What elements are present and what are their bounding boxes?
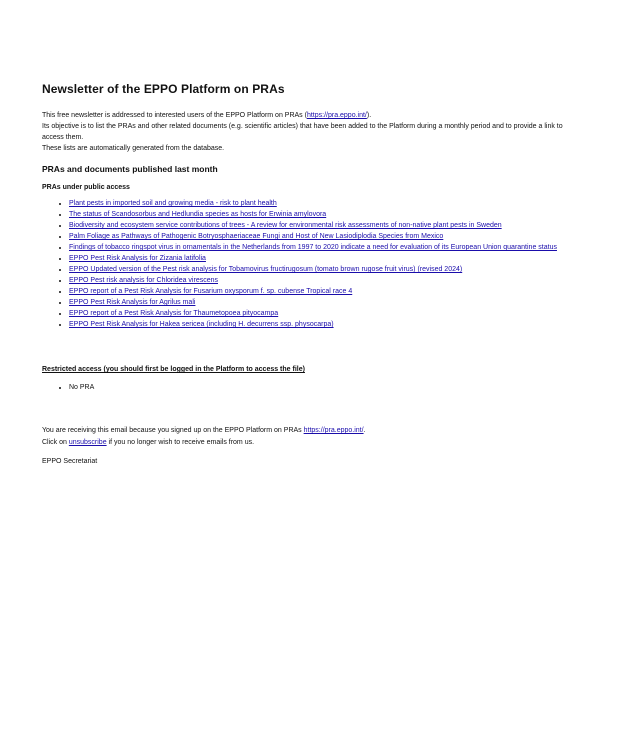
list-item (69, 242, 596, 253)
footer-line-1 (42, 425, 596, 437)
pra-link[interactable]: Palm Foliage as Pathways of Pathogenic Botryosphaeriaceae Fungi and Host of New Lasiodiplodia Species from Mexico (69, 233, 444, 240)
platform-link[interactable]: https://pra.eppo.int/ (306, 112, 367, 119)
footer-line-2-prefix: Click on (42, 439, 69, 446)
list-item (69, 209, 596, 220)
unsubscribe-link[interactable]: unsubscribe (68, 439, 107, 446)
list-item (69, 198, 596, 209)
footer-line-2 (42, 437, 596, 449)
footer (42, 425, 596, 468)
list-item (69, 319, 596, 330)
list-item: • No PRA (69, 382, 596, 393)
pra-link[interactable]: Findings of tobacco ringspot virus in ornamentals in the Netherlands from 1997 to 2020 indicate a need for evaluation of its European Union quarantine status (69, 244, 557, 251)
list-item (69, 264, 596, 275)
pra-link[interactable]: The status of Scandosorbus and Hedlundia species as hosts for Erwinia amylovora (69, 211, 327, 218)
intro-line-1-suffix: ). (366, 112, 372, 119)
list-item (69, 220, 596, 231)
pra-link[interactable]: Biodiversity and ecosystem service contributions of trees - A review for environmental risk assessments of non-native plant pests in Sweden (69, 222, 502, 229)
list-item (69, 286, 596, 297)
restricted-pra-list (42, 382, 596, 393)
list-item (69, 275, 596, 286)
footer-line-1-suffix: . (363, 427, 366, 434)
public-pra-list (42, 198, 596, 330)
public-access-heading: PRAs under public access (42, 184, 130, 191)
list-item (69, 253, 596, 264)
signature: EPPO Secretariat (42, 458, 98, 465)
pra-link[interactable]: Plant pests in imported soil and growing media - risk to plant health (69, 200, 277, 207)
pra-link[interactable]: EPPO Pest Risk Analysis for Zizania latifolia (69, 255, 206, 262)
footer-line-2-suffix: if you no longer wish to receive emails from us. (106, 439, 255, 446)
list-item (69, 231, 596, 242)
restricted-access-heading: Restricted access (you should first be logged in the Platform to access the file) (42, 366, 305, 373)
pra-link[interactable]: EPPO report of a Pest Risk Analysis for Thaumetopoea pityocampa (69, 310, 279, 317)
list-item (69, 308, 596, 319)
pra-link[interactable]: EPPO Pest Risk Analysis for Agrilus mali (69, 299, 196, 306)
section-heading: PRAs and documents published last month (42, 164, 218, 174)
intro-line-3: These lists are automatically generated from the database. (42, 145, 225, 152)
footer-line-1-text: You are receiving this email because you signed up on the EPPO Platform on PRAs (42, 427, 304, 434)
intro-line-1-text: This free newsletter is addressed to interested users of the EPPO Platform on PRAs ( (42, 112, 307, 119)
pra-link[interactable]: EPPO Pest risk analysis for Chloridea virescens (69, 277, 218, 284)
list-item (69, 297, 596, 308)
intro-line-1 (42, 110, 570, 121)
footer-platform-link[interactable]: https://pra.eppo.int/ (303, 427, 364, 434)
pra-link[interactable]: EPPO Pest Risk Analysis for Hakea sericea (including H. decurrens ssp. physocarpa) (69, 321, 334, 328)
intro-block (42, 110, 570, 154)
newsletter-title: Newsletter of the EPPO Platform on PRAs (42, 82, 285, 96)
pra-link[interactable]: EPPO Updated version of the Pest risk analysis for Tobamovirus fructirugosum (tomato brown rugose fruit virus) (revised 2024) (69, 266, 463, 273)
intro-line-2: Its objective is to list the PRAs and other related documents (e.g. scientific articles) that have been added to the Platform during a monthly period and to provide a link to access them. (42, 123, 563, 141)
pra-link[interactable]: EPPO report of a Pest Risk Analysis for Fusarium oxysporum f. sp. cubense Tropical race 4 (69, 288, 353, 295)
